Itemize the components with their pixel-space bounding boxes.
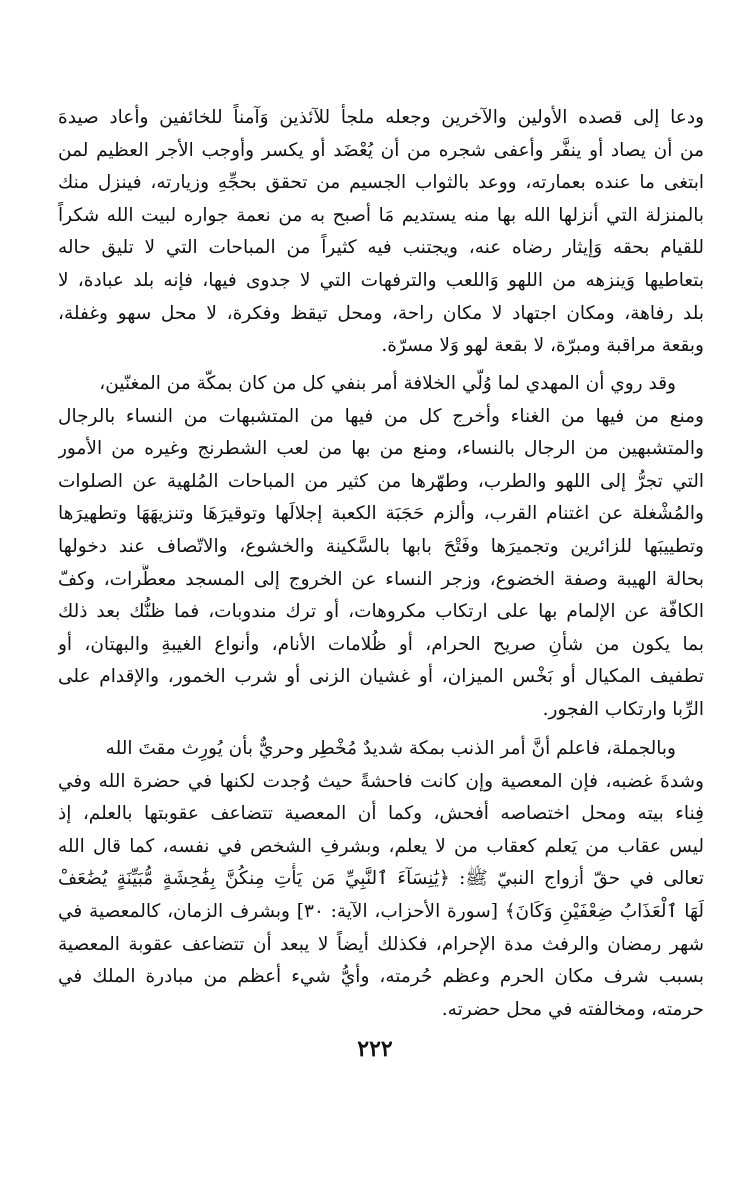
- quran-verse-line: تعالى في حقّ أزواج النبيّ ﷺ: ﴿يَٰنِسَآءَ ٱلنَّبِيِّ مَن يَأْتِ مِنكُنَّ بِفَٰحِشَةٍ مُّبَيِّنَةٍ يُضَٰعَفْ: [58, 868, 704, 890]
- quran-verse-line: لَهَا ٱلْعَذَابُ ضِعْفَيْنِ وَكَانَ﴾ [سورة الأحزاب، الآية: ٣٠] وبشرف الزمان، كالمعصية في: [58, 900, 704, 922]
- text-line: ومنع من فيها من الغناء وأخرج كل من فيها من المتشبهات من النساء بالرجال: [58, 405, 704, 427]
- text-line: بما يكون من شأنِ صريح الحرام، أو ظُلامات الأنام، وأنواع الغيبةِ والبهتان، أو: [58, 633, 704, 655]
- text-line: فِناء بيته ومحل اختصاصه أفحش، وكما أن المعصية تتضاعف عقوبتها بالعلم، إذ: [58, 803, 704, 825]
- text-line: بحالة الهيبة وصفة الخضوع، وزجر النساء عن الخروج إلى المسجد معطَّرات، وكفّ: [58, 568, 704, 590]
- text-line: وشدةَ غضبه، فإن المعصية وإن كانت فاحشةً حيث وُجدت لكنها في حضرة الله وفي: [58, 770, 704, 792]
- text-line: بسبب شرف مكان الحرم وعظم حُرمته، وأيُّ شيء أعظم من مبادرة الملك في: [58, 966, 704, 988]
- text-line: للقيام بحقه وَإيثار رضاه عنه، ويجتنب فيه كثيراً من المباحات التي لا تليق حاله: [58, 237, 704, 259]
- text-line: بلد رفاهة، ومكان اجتهاد لا مكان راحة، ومحل تيقظ وفكرة، لا محل سهو وغفلة،: [58, 302, 704, 324]
- text-line: تطفيف المكيال أو بَخْس الميزان، أو غشيان الزنى أو شرب الخمور، والإقدام على: [58, 666, 704, 688]
- text-line: الكافّة عن الإلمام بها على ارتكاب مكروهات، أو ترك مندوبات، فما ظنُّك بعد ذلك: [58, 601, 704, 623]
- paragraph-1: [58, 102, 704, 363]
- text-line: ليس عقاب من يَعلم كعقاب من لا يعلم، وبشرفِ الشخص في نفسه، كما قال الله: [58, 835, 704, 857]
- paragraph-3: [58, 733, 704, 1026]
- text-line: ابتغى ما عنده بعمارته، ووعد بالثواب الجسيم من تحقق بحجِّهِ وزيارته، فينزل منك: [58, 172, 704, 194]
- text-line: وبالجملة، فاعلم أنَّ أمر الذنب بمكة شديدٌ مُخْطِر وحريٌّ بأن يُورِث مقتَ الله: [105, 738, 676, 759]
- text-line: الرِّبا وارتكاب الفجور.: [542, 698, 704, 720]
- text-line: والمتشبهين من الرجال بالنساء، ومنع من بها من لعب الشطرنج وغيره من الأمور: [58, 438, 704, 460]
- text-line: من أن يصاد أو ينفَّر وأعفى شجره من أن يُعْضَد أو يكسر وأوجب الأجر العظيم لمن: [58, 139, 704, 161]
- text-line: حرمته، ومخالفته في محل حضرته.: [441, 998, 704, 1020]
- text-line: التي تجرُّ إلى اللهو والطرب، وطهّرها من كثير من المباحات المُلهية عن الصلوات: [58, 470, 704, 492]
- text-line: وتطييبَها للزائرين وتجميرَها وفَتْحَ بابها بالسَّكينة والخشوع، والاتّصاف عند دخولها: [58, 535, 704, 557]
- text-line: ودعا إلى قصده الأولين والآخرين وجعله ملجأ للآئذين وَآمناً للخائفين وأعاد صيدهَ: [58, 107, 704, 128]
- text-line: والمُشْغلة عن اغتنام القرب، وألزم حَجَبَة الكعبة إجلالَها وتوقيرَهَا وتنزيهَهَا وتطهيرَها: [58, 503, 704, 525]
- text-line: وبقعة مراقبة ومبرّة، لا بقعة لهو وَلا مسرّة.: [381, 335, 704, 357]
- text-line: بالمنزلة التي أنزلها الله بها منه يستديم مَا أصبح به من نعمة جواره لبيت الله شكراً: [58, 204, 704, 226]
- text-line: بتعاطيها وَينزهه من اللهو وَاللعب والترفهات التي لا جدوى فيها، فإنه بلد عبادة، لا: [58, 269, 704, 291]
- text-line: وقد روي أن المهدي لما وُلّي الخلافة أمر بنفي كل من كان بمكّة من المغنّين،: [99, 373, 676, 394]
- page-number: ٢٢٢: [357, 1036, 393, 1062]
- text-line: شهر رمضان والرفث مدة الإحرام، فكذلك أيضاً لا يبعد أن تتضاعف عقوبة المعصية: [58, 933, 704, 955]
- paragraph-2: [58, 368, 704, 727]
